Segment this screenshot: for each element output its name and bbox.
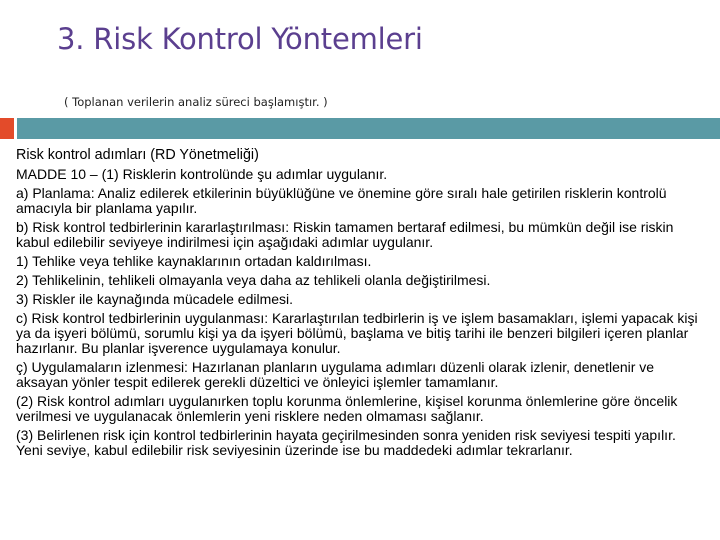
paragraph: b) Risk kontrol tedbirlerinin kararlaştırılması: Riskin tamamen bertaraf edilmesi, bu mümkün değil ise riskin kabul edilebilir seviyeye indirilmesi için aşağıdaki adımlar uygulanır. — [16, 219, 674, 250]
paragraph: a) Planlama: Analiz edilerek etkilerinin büyüklüğüne ve önemine göre sıralı hale getirilen risklerin kontrolü amacıyla bir planlama yapılır. — [16, 185, 667, 216]
madde-label: MADDE 10 – — [16, 166, 98, 182]
accent-bar-teal — [17, 118, 720, 139]
page-subtitle: ( Toplanan verilerin analiz süreci başlamıştır. ) — [64, 95, 328, 109]
paragraph: 3) Riskler ile kaynağında mücadele edilmesi. — [16, 291, 294, 307]
paragraph: 1) Tehlike veya tehlike kaynaklarının ortadan kaldırılması. — [16, 253, 372, 269]
madde-text: (1) Risklerin kontrolünde şu adımlar uygulanır. — [97, 166, 388, 182]
accent-bar-red — [0, 118, 14, 139]
content-body — [16, 148, 706, 462]
section-heading: Risk kontrol adımları (RD Yönetmeliği) — [16, 147, 259, 163]
paragraph: 2) Tehlikelinin, tehlikeli olmayanla veya daha az tehlikeli olanla değiştirilmesi. — [16, 272, 491, 288]
paragraph: (3) Belirlenen risk için kontrol tedbirlerinin hayata geçirilmesinden sonra yeniden risk seviyesi tespiti yapılır. Yeni seviye, kabul edilebilir risk seviyesinin üzerinde ise bu maddedeki adımlar tekrarlanır. — [16, 427, 676, 458]
paragraph: ç) Uygulamaların izlenmesi: Hazırlanan planların uygulama adımları düzenli olarak izlenir, denetlenir ve aksayan yönler tespit edilerek gerekli düzeltici ve önleyici işlemler tamamlanır. — [16, 359, 655, 390]
paragraph: c) Risk kontrol tedbirlerinin uygulanması: Kararlaştırılan tedbirlerin iş ve işlem basamakları, işlemi yapacak kişi ya da işyeri bölümü, sorumlu kişi ya da işyeri bölümü, başlama ve bitiş tarihi ile benzeri bilgileri içeren planlar hazırlanır. Bu planlar işverence uygulamaya konulur. — [16, 310, 698, 356]
page-title: 3. Risk Kontrol Yöntemleri — [57, 22, 423, 56]
paragraph: (2) Risk kontrol adımları uygulanırken toplu korunma önlemlerine, kişisel korunma önlemlerine göre öncelik verilmesi ve uygulanacak önlemlerin yeni risklere neden olmaması sağlanır. — [16, 393, 678, 424]
madde-line — [16, 167, 706, 182]
